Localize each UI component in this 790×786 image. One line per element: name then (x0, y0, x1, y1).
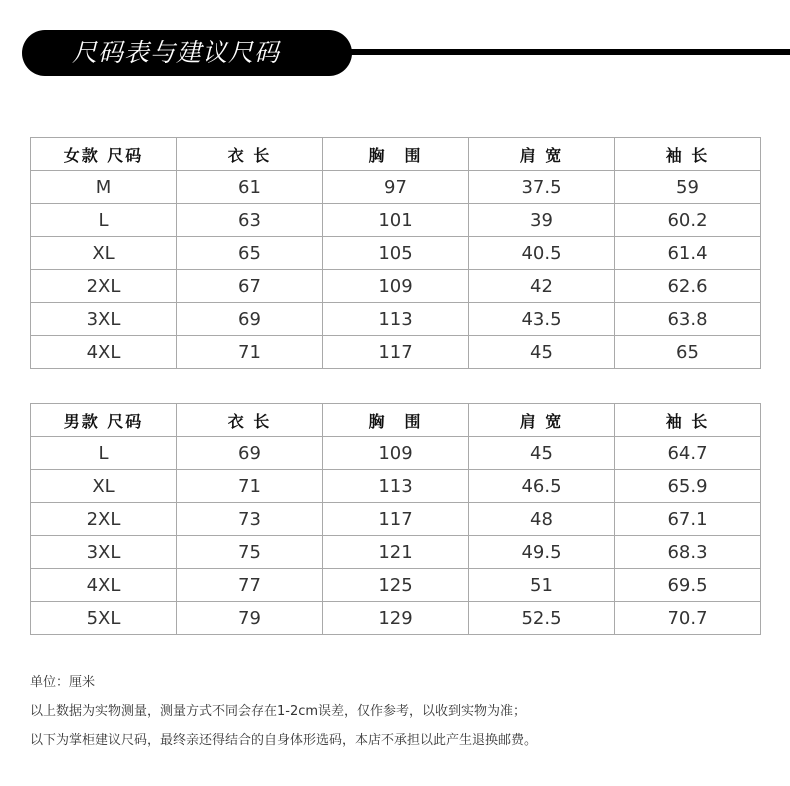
table-cell: 51 (469, 569, 615, 602)
title-divider (340, 49, 790, 55)
table-row (31, 602, 761, 635)
table-cell: 67 (177, 270, 323, 303)
table-cell: 48 (469, 503, 615, 536)
table-header-row (31, 138, 761, 171)
table-cell: 2XL (31, 503, 177, 536)
column-header: 衣 长 (177, 404, 323, 437)
men-size-table (30, 403, 761, 635)
table-header-row (31, 404, 761, 437)
table-cell: 5XL (31, 602, 177, 635)
table-cell: 68.3 (615, 536, 761, 569)
table-cell: 63.8 (615, 303, 761, 336)
table-cell: 42 (469, 270, 615, 303)
table-row (31, 270, 761, 303)
column-header: 女款 尺码 (31, 138, 177, 171)
table-cell: 71 (177, 336, 323, 369)
table-cell: 121 (323, 536, 469, 569)
table-cell: 64.7 (615, 437, 761, 470)
table-cell: 63 (177, 204, 323, 237)
table-cell: 113 (323, 303, 469, 336)
column-header: 男款 尺码 (31, 404, 177, 437)
measurement-note: 以上数据为实物测量，测量方式不同会存在1-2cm误差，仅作参考，以收到实物为准； (30, 704, 527, 719)
table-cell: M (31, 171, 177, 204)
column-header: 胸 围 (323, 138, 469, 171)
table-cell: 45 (469, 336, 615, 369)
table-row (31, 437, 761, 470)
table-cell: L (31, 437, 177, 470)
table-row (31, 470, 761, 503)
table-cell: 69 (177, 303, 323, 336)
table-cell: 49.5 (469, 536, 615, 569)
table-cell: 40.5 (469, 237, 615, 270)
table-cell: 79 (177, 602, 323, 635)
table-row (31, 336, 761, 369)
column-header: 袖 长 (615, 138, 761, 171)
column-header: 袖 长 (615, 404, 761, 437)
table-cell: 71 (177, 470, 323, 503)
page-title: 尺码表与建议尺码 (72, 38, 281, 67)
table-cell: 61.4 (615, 237, 761, 270)
table-cell: 97 (323, 171, 469, 204)
table-cell: 37.5 (469, 171, 615, 204)
table-cell: 46.5 (469, 470, 615, 503)
recommendation-note: 以下为掌柜建议尺码，最终亲还得结合的自身体形选码，本店不承担以此产生退换邮费。 (30, 733, 538, 748)
table-cell: 4XL (31, 569, 177, 602)
table-cell: 65 (177, 237, 323, 270)
table-cell: 73 (177, 503, 323, 536)
table-cell: 129 (323, 602, 469, 635)
table-cell: 65.9 (615, 470, 761, 503)
column-header: 肩 宽 (469, 404, 615, 437)
table-row (31, 569, 761, 602)
table-cell: 113 (323, 470, 469, 503)
table-cell: 117 (323, 336, 469, 369)
table-row (31, 171, 761, 204)
table-cell: 3XL (31, 536, 177, 569)
table-cell: 67.1 (615, 503, 761, 536)
table-cell: 39 (469, 204, 615, 237)
table-cell: 4XL (31, 336, 177, 369)
table-cell: 117 (323, 503, 469, 536)
table-cell: 109 (323, 270, 469, 303)
unit-note: 单位：厘米 (30, 675, 96, 690)
women-size-table (30, 137, 761, 369)
table-cell: 125 (323, 569, 469, 602)
table-cell: 69 (177, 437, 323, 470)
table-cell: 65 (615, 336, 761, 369)
column-header: 衣 长 (177, 138, 323, 171)
table-row (31, 204, 761, 237)
table-cell: 61 (177, 171, 323, 204)
table-cell: L (31, 204, 177, 237)
table-cell: 77 (177, 569, 323, 602)
table-cell: 60.2 (615, 204, 761, 237)
table-row (31, 237, 761, 270)
column-header: 胸 围 (323, 404, 469, 437)
table-cell: 70.7 (615, 602, 761, 635)
table-row (31, 536, 761, 569)
table-cell: 3XL (31, 303, 177, 336)
table-cell: 109 (323, 437, 469, 470)
table-cell: 59 (615, 171, 761, 204)
table-row (31, 503, 761, 536)
table-cell: 101 (323, 204, 469, 237)
notes (30, 668, 537, 755)
table-cell: 2XL (31, 270, 177, 303)
table-cell: 105 (323, 237, 469, 270)
table-cell: 69.5 (615, 569, 761, 602)
table-cell: 75 (177, 536, 323, 569)
table-cell: 45 (469, 437, 615, 470)
table-cell: XL (31, 470, 177, 503)
table-row (31, 303, 761, 336)
column-header: 肩 宽 (469, 138, 615, 171)
table-cell: 52.5 (469, 602, 615, 635)
table-cell: XL (31, 237, 177, 270)
table-cell: 62.6 (615, 270, 761, 303)
table-cell: 43.5 (469, 303, 615, 336)
